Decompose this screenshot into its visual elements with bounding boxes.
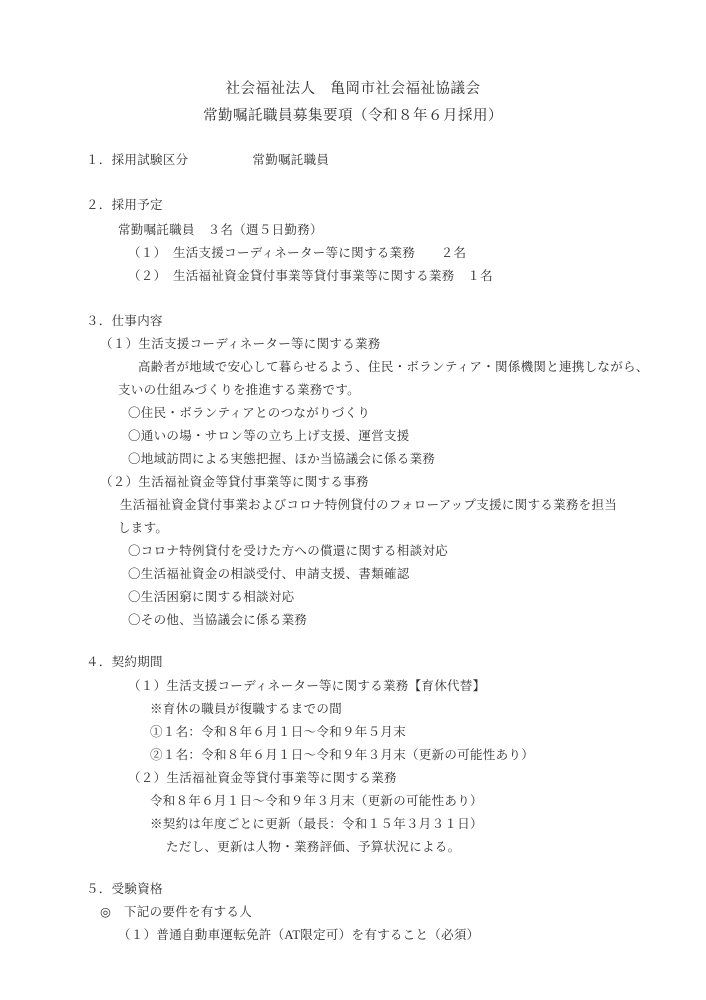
section3-item-2-bullet-4: 〇その他、当協議会に係る業務	[128, 613, 308, 627]
section5-heading: ５．受験資格	[86, 882, 163, 896]
section4-item-1-period-1: ①１名：令和８年６月１日～令和９年５月末	[150, 725, 407, 739]
section3-item-1-heading: （１）生活支援コーディネーター等に関する業務	[100, 337, 381, 351]
section3-item-1-desc-line2: 支いの仕組みづくりを推進する業務です。	[118, 383, 360, 397]
section4-item-2-period: 令和８年６月１日～令和９年３月末（更新の可能性あり）	[150, 794, 483, 808]
section3-item-2-heading: （２）生活福祉資金等貸付事業等に関する事務	[100, 475, 369, 489]
section3-item-2-desc-line1: 生活福祉資金貸付事業およびコロナ特例貸付のフォローアップ支援に関する業務を担当	[120, 498, 618, 512]
section4-heading: ４．契約期間	[86, 655, 163, 669]
section5-requirement-1: （１）普通自動車運転免許（AT限定可）を有すること（必須）	[118, 928, 480, 942]
section3-item-1-bullet-2: 〇通いの場・サロン等の立ち上げ支援、運営支援	[128, 429, 410, 443]
section2-item-2: （２） 生活福祉資金貸付事業等貸付事業等に関する業務 １名	[128, 269, 493, 283]
section4-item-2-note-2: ただし、更新は人物・業務評価、予算状況による。	[166, 840, 461, 854]
section1-exam-category: １．採用試験区分 常勤嘱託職員	[86, 153, 330, 167]
section3-item-1-desc-line1: 高齢者が地域で安心して暮らせるよう、住民・ボランティア・関係機関と連携しながら、	[138, 360, 649, 374]
document-title-main: 常勤嘱託職員募集要項（令和８年６月採用）	[203, 108, 503, 124]
section3-item-2-bullet-1: 〇コロナ特例貸付を受けた方への償還に関する相談対応	[128, 544, 449, 558]
section3-item-2-bullet-2: 〇生活福祉資金の相談受付、申請支援、書類確認	[128, 567, 410, 581]
section3-item-1-bullet-3: 〇地域訪問による実態把握、ほか当協議会に係る業務	[128, 452, 436, 466]
document-title-org: 社会福祉法人 亀岡市社会福祉協議会	[225, 81, 481, 97]
section5-requirement-intro: ◎ 下記の要件を有する人	[100, 905, 253, 919]
section4-item-1-note: ※育休の職員が復職するまでの間	[150, 702, 343, 716]
section4-item-2-heading: （２）生活福祉資金等貸付事業等に関する業務	[128, 771, 397, 785]
section4-item-2-note-1: ※契約は年度ごとに更新（最長：令和１５年３月３１日）	[150, 817, 483, 831]
section2-item-1: （１） 生活支援コーディネーター等に関する業務 ２名	[128, 246, 467, 260]
section3-item-2-bullet-3: 〇生活困窮に関する相談対応	[128, 590, 295, 604]
section2-headcount: 常勤嘱託職員 ３名（週５日勤務）	[118, 223, 323, 237]
section3-item-2-desc-line2: します。	[118, 521, 169, 535]
section3-item-1-bullet-1: 〇住民・ボランティアとのつながりづくり	[128, 406, 371, 420]
section4-item-1-heading: （１）生活支援コーディネーター等に関する業務【育休代替】	[128, 679, 486, 693]
section2-heading: ２．採用予定	[86, 198, 163, 212]
section4-item-1-period-2: ②１名：令和８年６月１日～令和９年３月末（更新の可能性あり）	[150, 748, 535, 762]
section3-heading: ３．仕事内容	[86, 314, 163, 328]
